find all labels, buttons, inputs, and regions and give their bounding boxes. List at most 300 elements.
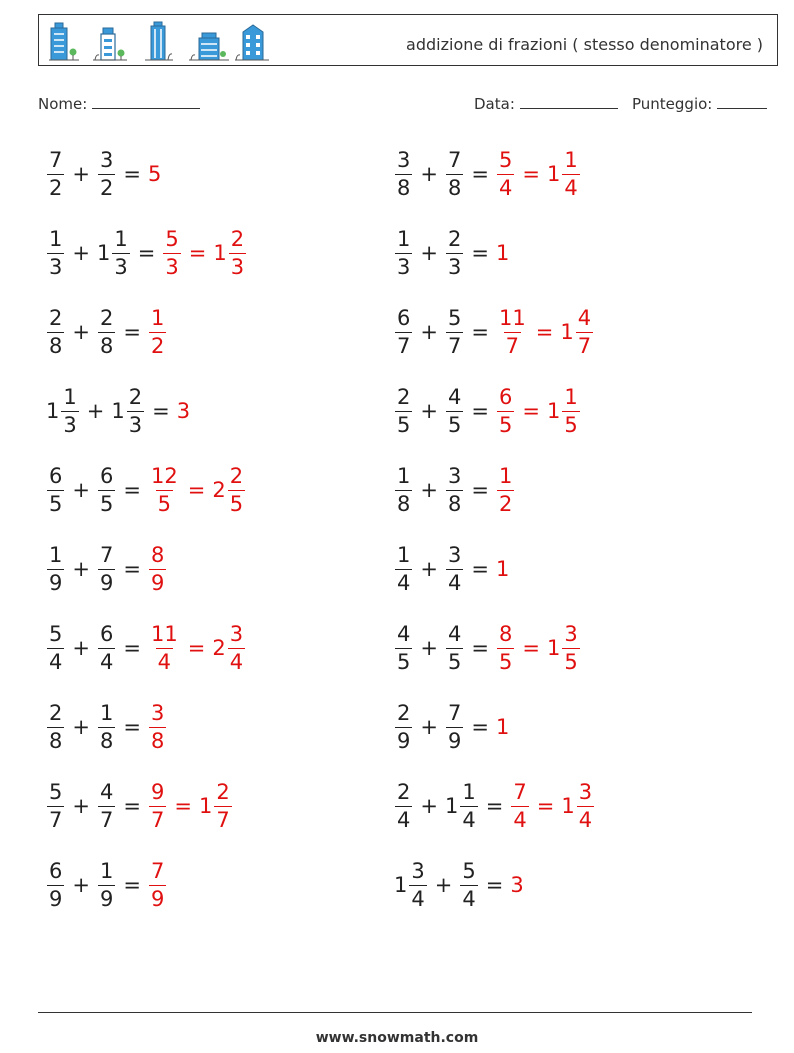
operator: +	[72, 715, 90, 739]
mixed-number	[95, 858, 118, 911]
operator: =	[471, 320, 489, 344]
operator: =	[123, 715, 141, 739]
operator: +	[420, 478, 438, 502]
operator: =	[123, 557, 141, 581]
answer	[175, 399, 189, 423]
denominator: 4	[49, 649, 63, 674]
denominator: 3	[447, 254, 462, 279]
fraction	[98, 700, 115, 753]
whole-part: 2	[212, 478, 226, 502]
mixed-number	[146, 779, 169, 832]
problem-item	[44, 460, 248, 520]
mixed-number	[160, 226, 183, 279]
operator: +	[420, 557, 438, 581]
fraction	[395, 463, 412, 516]
numerator: 7	[447, 700, 462, 725]
mixed-number	[443, 226, 466, 279]
numerator: 7	[150, 858, 165, 883]
fraction	[229, 226, 246, 279]
numerator: 4	[99, 779, 114, 804]
operator: =	[485, 794, 504, 818]
numerator: 11	[498, 305, 526, 330]
mixed-number	[443, 384, 466, 437]
denominator: 2	[99, 175, 114, 200]
fraction	[47, 305, 64, 358]
fraction	[446, 384, 463, 437]
mixed-number	[95, 621, 118, 674]
answer	[508, 873, 522, 897]
operator: +	[72, 162, 90, 186]
mixed-number	[545, 621, 583, 674]
numerator: 3	[578, 779, 593, 804]
mixed-number	[44, 226, 67, 279]
denominator: 7	[397, 333, 411, 358]
denominator: 3	[114, 254, 128, 279]
mixed-number	[392, 226, 415, 279]
numerator: 2	[229, 463, 244, 488]
answer	[494, 305, 596, 358]
denominator: 4	[513, 807, 527, 832]
mixed-number	[197, 779, 235, 832]
fraction	[149, 858, 166, 911]
denominator: 2	[498, 491, 513, 516]
numerator: 1	[397, 463, 411, 488]
denominator: 7	[99, 807, 114, 832]
problem-item	[392, 223, 508, 283]
problem-item	[392, 697, 508, 757]
answer	[146, 779, 235, 832]
fraction	[47, 621, 64, 674]
mixed-number	[95, 305, 118, 358]
worksheet-title: addizione di frazioni ( stesso denominatore )	[406, 35, 763, 54]
numerator: 6	[99, 463, 114, 488]
fraction	[149, 463, 180, 516]
mixed-number	[392, 463, 415, 516]
fraction	[460, 779, 477, 832]
numerator: 7	[49, 147, 63, 172]
denominator: 5	[447, 412, 462, 437]
fraction	[395, 542, 412, 595]
numerator: 5	[165, 226, 179, 251]
operator: =	[137, 241, 156, 265]
answer	[146, 542, 169, 595]
operator: =	[471, 478, 489, 502]
denominator: 3	[230, 254, 245, 279]
denominator: 3	[128, 412, 143, 437]
fraction	[98, 147, 115, 200]
numerator: 12	[150, 463, 178, 488]
mixed-number	[508, 779, 531, 832]
problem-item	[44, 381, 189, 441]
score-field	[632, 94, 767, 113]
numerator: 7	[513, 779, 527, 804]
operator: +	[86, 399, 105, 423]
operator: =	[471, 241, 489, 265]
numerator: 1	[564, 384, 578, 409]
whole-part: 1	[444, 794, 459, 818]
worksheet-header	[38, 14, 778, 66]
mixed-number	[95, 542, 118, 595]
office-building-icon	[49, 23, 79, 60]
fraction	[163, 226, 180, 279]
numerator: 5	[447, 305, 462, 330]
numerator: 2	[230, 226, 245, 251]
whole-part: 2	[212, 636, 226, 660]
mixed-number	[146, 542, 169, 595]
denominator: 8	[99, 333, 114, 358]
fraction	[98, 779, 115, 832]
operator: +	[72, 478, 90, 502]
fraction	[228, 463, 245, 516]
answer	[146, 700, 169, 753]
fraction	[562, 621, 579, 674]
mixed-number	[392, 147, 415, 200]
operator: +	[72, 241, 90, 265]
whole-number: 3	[510, 873, 524, 897]
denominator: 8	[49, 728, 63, 753]
fraction	[98, 621, 115, 674]
date-field	[474, 94, 618, 113]
mixed-number	[392, 621, 415, 674]
numerator: 2	[128, 384, 143, 409]
fraction	[497, 384, 514, 437]
numerator: 2	[99, 305, 114, 330]
numerator: 4	[397, 621, 411, 646]
footer-url: www.snowmath.com	[315, 1030, 479, 1046]
numerator: 3	[564, 621, 578, 646]
numerator: 3	[229, 621, 244, 646]
mixed-number	[95, 779, 118, 832]
denominator: 3	[397, 254, 411, 279]
denominator: 4	[498, 175, 513, 200]
whole-part: 1	[46, 399, 60, 423]
answer	[146, 463, 248, 516]
numerator: 1	[397, 542, 411, 567]
numerator: 5	[498, 147, 513, 172]
mixed-number	[95, 700, 118, 753]
mixed-number	[494, 147, 517, 200]
denominator: 4	[397, 570, 411, 595]
building-with-tree-icon	[93, 28, 127, 60]
fraction	[446, 621, 463, 674]
operator: =	[535, 320, 554, 344]
fraction	[112, 226, 129, 279]
problem-item	[44, 539, 169, 599]
fraction	[460, 858, 477, 911]
fraction	[446, 700, 463, 753]
problem-item	[392, 776, 597, 836]
operator: =	[471, 636, 489, 660]
numerator: 3	[397, 147, 411, 172]
operator: =	[123, 794, 141, 818]
numerator: 2	[397, 779, 411, 804]
operator: +	[72, 557, 90, 581]
answer	[146, 858, 169, 911]
operator: =	[471, 557, 489, 581]
denominator: 4	[411, 886, 425, 911]
fraction	[149, 621, 180, 674]
numerator: 1	[462, 779, 476, 804]
denominator: 5	[564, 649, 578, 674]
fraction	[214, 779, 231, 832]
denominator: 7	[49, 807, 63, 832]
operator: =	[522, 636, 540, 660]
mixed-number	[44, 779, 67, 832]
numerator: 8	[150, 542, 165, 567]
fraction	[497, 463, 514, 516]
operator: =	[471, 399, 489, 423]
numerator: 3	[447, 463, 462, 488]
numerator: 5	[49, 779, 63, 804]
mixed-number	[44, 305, 67, 358]
operator: +	[420, 636, 438, 660]
answer	[146, 162, 160, 186]
operator: =	[123, 873, 141, 897]
score-label: Punteggio:	[632, 95, 713, 113]
numerator: 1	[63, 384, 77, 409]
mixed-number	[545, 147, 583, 200]
numerator: 5	[462, 858, 476, 883]
name-blank-line[interactable]	[92, 94, 200, 109]
denominator: 5	[49, 491, 63, 516]
fraction	[409, 858, 426, 911]
whole-part: 1	[546, 636, 561, 660]
operator: =	[174, 794, 192, 818]
operator: +	[420, 399, 438, 423]
denominator: 5	[447, 649, 462, 674]
mixed-number	[443, 700, 466, 753]
numerator: 1	[49, 226, 63, 251]
denominator: 7	[577, 333, 592, 358]
mixed-number	[95, 463, 118, 516]
denominator: 7	[150, 807, 165, 832]
operator: +	[420, 320, 438, 344]
mixed-number	[494, 621, 517, 674]
mixed-number	[443, 463, 466, 516]
fraction	[47, 226, 64, 279]
mixed-number	[95, 147, 118, 200]
fraction	[562, 147, 579, 200]
denominator: 5	[498, 649, 513, 674]
denominator: 9	[49, 886, 63, 911]
fraction	[395, 305, 412, 358]
numerator: 2	[216, 779, 230, 804]
denominator: 3	[63, 412, 77, 437]
mixed-number	[392, 305, 415, 358]
problem-item	[44, 302, 169, 362]
fraction	[576, 305, 593, 358]
mixed-number	[545, 384, 583, 437]
mixed-number	[146, 305, 169, 358]
whole-number: 1	[495, 241, 510, 265]
numerator: 2	[49, 305, 63, 330]
denominator: 9	[99, 570, 114, 595]
mixed-number	[146, 463, 183, 516]
numerator: 3	[447, 542, 462, 567]
answer	[494, 147, 583, 200]
denominator: 3	[165, 254, 179, 279]
fraction	[395, 147, 412, 200]
numerator: 1	[564, 147, 578, 172]
whole-number: 5	[147, 162, 162, 186]
denominator: 2	[150, 333, 165, 358]
denominator: 5	[157, 491, 172, 516]
numerator: 1	[114, 226, 128, 251]
building-with-lamp-icon	[189, 33, 229, 60]
numerator: 3	[99, 147, 114, 172]
numerator: 3	[150, 700, 165, 725]
denominator: 9	[49, 570, 63, 595]
fraction	[395, 779, 412, 832]
mixed-number	[146, 858, 169, 911]
operator: +	[420, 794, 438, 818]
denominator: 8	[397, 491, 411, 516]
numerator: 1	[498, 463, 513, 488]
fraction	[497, 305, 528, 358]
fraction	[446, 147, 463, 200]
denominator: 4	[397, 807, 411, 832]
fraction	[446, 305, 463, 358]
denominator: 4	[99, 649, 114, 674]
mixed-number	[443, 779, 481, 832]
fraction	[98, 542, 115, 595]
numerator: 5	[49, 621, 63, 646]
operator: =	[123, 320, 141, 344]
whole-number: 1	[495, 557, 510, 581]
mixed-number	[211, 226, 249, 279]
problem-item	[44, 697, 169, 757]
whole-part: 1	[394, 873, 408, 897]
problem-item	[44, 223, 249, 283]
numerator: 3	[411, 858, 425, 883]
operator: =	[123, 162, 141, 186]
denominator: 5	[498, 412, 513, 437]
problem-item	[392, 144, 583, 204]
fraction	[127, 384, 144, 437]
operator: =	[187, 636, 206, 660]
operator: =	[187, 478, 206, 502]
numerator: 1	[150, 305, 165, 330]
operator: +	[420, 241, 438, 265]
mixed-number	[44, 700, 67, 753]
denominator: 4	[229, 649, 244, 674]
mixed-number	[558, 305, 596, 358]
numerator: 2	[49, 700, 63, 725]
denominator: 8	[397, 175, 411, 200]
numerator: 4	[577, 305, 592, 330]
problem-item	[392, 618, 583, 678]
mixed-number	[457, 858, 480, 911]
answer	[494, 621, 583, 674]
numerator: 2	[397, 700, 411, 725]
mixed-number	[392, 700, 415, 753]
footer-divider	[38, 1012, 752, 1013]
problem-item	[44, 855, 169, 915]
denominator: 5	[397, 649, 411, 674]
fraction	[98, 858, 115, 911]
whole-part: 1	[96, 241, 111, 265]
whole-part: 1	[560, 320, 574, 344]
denominator: 8	[447, 491, 462, 516]
answer	[494, 557, 508, 581]
answer	[160, 226, 249, 279]
fraction	[395, 226, 412, 279]
whole-part: 1	[213, 241, 227, 265]
denominator: 8	[150, 728, 165, 753]
numerator: 8	[498, 621, 513, 646]
mixed-number	[392, 779, 415, 832]
denominator: 5	[397, 412, 411, 437]
mixed-number	[109, 384, 147, 437]
numerator: 7	[447, 147, 462, 172]
operator: =	[522, 399, 540, 423]
fraction	[497, 147, 514, 200]
denominator: 2	[49, 175, 63, 200]
fraction	[47, 779, 64, 832]
whole-part: 1	[546, 162, 561, 186]
mixed-number	[443, 147, 466, 200]
problem-item	[392, 539, 508, 599]
operator: +	[72, 794, 90, 818]
fraction	[562, 384, 579, 437]
fraction	[395, 621, 412, 674]
fraction	[446, 542, 463, 595]
denominator: 8	[447, 175, 462, 200]
denominator: 4	[462, 886, 476, 911]
whole-number: 1	[495, 715, 510, 739]
numerator: 6	[397, 305, 411, 330]
date-blank-line[interactable]	[520, 94, 618, 109]
fraction	[577, 779, 594, 832]
denominator: 4	[447, 570, 462, 595]
denominator: 4	[578, 807, 593, 832]
numerator: 2	[397, 384, 411, 409]
fraction	[98, 463, 115, 516]
mixed-number	[44, 463, 67, 516]
operator: +	[72, 320, 90, 344]
fraction	[149, 305, 166, 358]
denominator: 7	[447, 333, 462, 358]
numerator: 2	[447, 226, 462, 251]
mixed-number	[443, 305, 466, 358]
numerator: 1	[397, 226, 411, 251]
numerator: 6	[498, 384, 513, 409]
mixed-number	[494, 463, 517, 516]
numerator: 6	[99, 621, 114, 646]
operator: =	[123, 478, 141, 502]
operator: =	[485, 873, 504, 897]
answer	[146, 305, 169, 358]
fraction	[497, 621, 514, 674]
score-blank-line[interactable]	[717, 94, 767, 109]
numerator: 6	[49, 463, 63, 488]
numerator: 7	[99, 542, 114, 567]
mixed-number	[44, 542, 67, 595]
answer	[494, 715, 508, 739]
whole-part: 1	[546, 399, 561, 423]
fraction	[47, 463, 64, 516]
numerator: 1	[99, 700, 114, 725]
fraction	[446, 226, 463, 279]
problem-item	[392, 460, 517, 520]
operator: +	[72, 636, 90, 660]
whole-number: 3	[176, 399, 191, 423]
numerator: 1	[49, 542, 63, 567]
fraction	[47, 147, 64, 200]
operator: =	[123, 636, 141, 660]
numerator: 11	[150, 621, 178, 646]
denominator: 8	[49, 333, 63, 358]
